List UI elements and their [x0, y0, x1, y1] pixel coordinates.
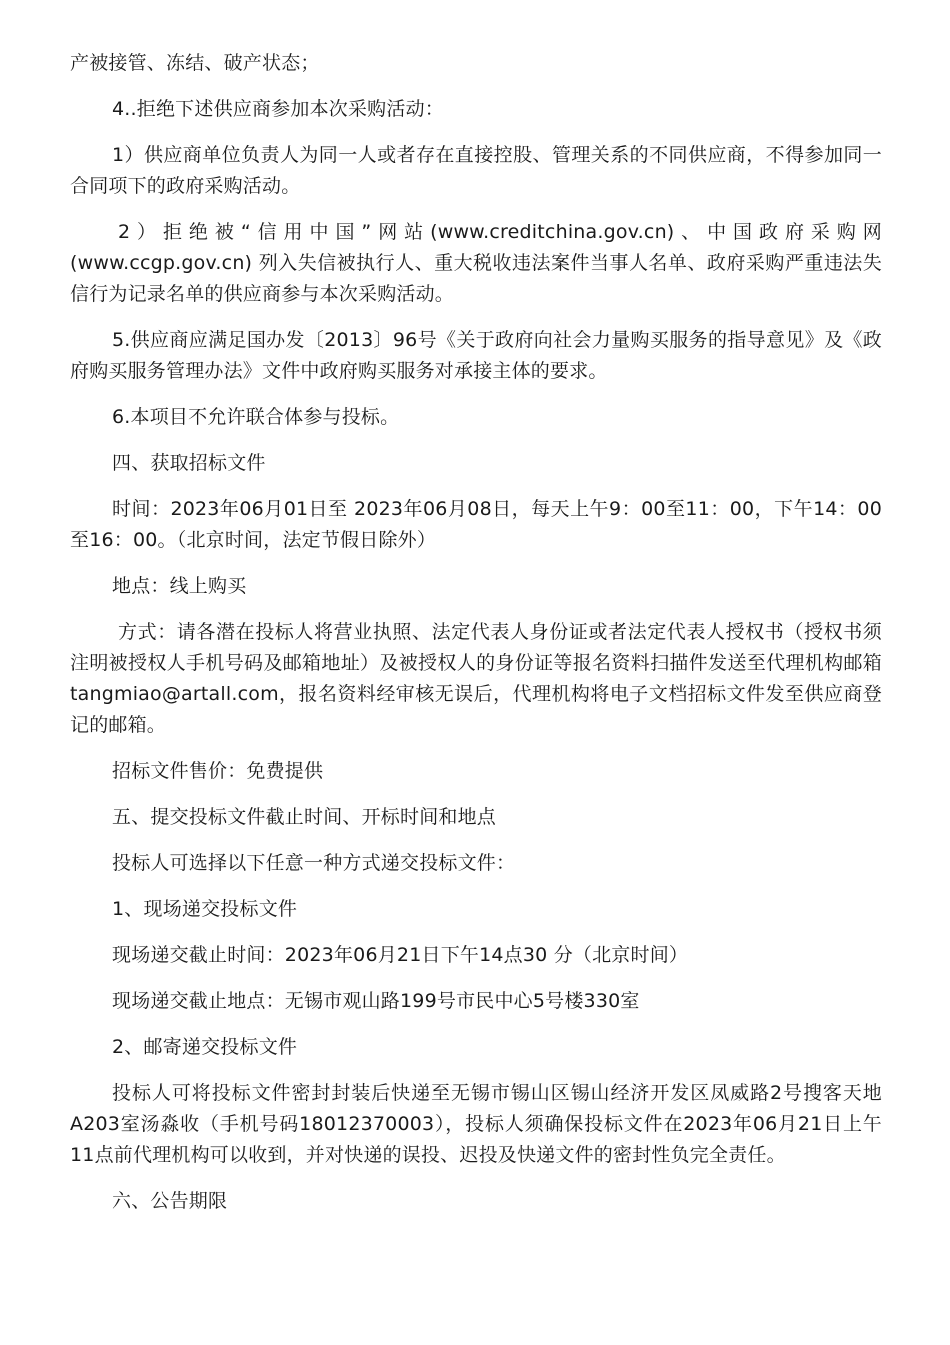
document-page: [70, 48, 902, 1232]
paragraph-item-4-1: 1）供应商单位负责人为同一人或者存在直接控股、管理关系的不同供应商，不得参加同一合同项下的政府采购活动。: [70, 144, 882, 197]
paragraph-onsite-heading: 1、现场递交投标文件: [112, 898, 298, 920]
paragraph-item-4-2: 2）拒绝被“信用中国”网站(www.creditchina.gov.cn)、中国政府采购网(www.ccgp.gov.cn) 列入失信被执行人、重大税收违法案件当事人名单、政府采购严重违法失信行为记录名单的供应商参与本次采购活动。: [70, 221, 882, 305]
paragraph-item-6: 6.本项目不允许联合体参与投标。: [112, 406, 400, 428]
paragraph-onsite-location: 现场递交截止地点：无锡市观山路199号市民中心5号楼330室: [112, 990, 640, 1012]
section-heading-5: 五、提交投标文件截止时间、开标时间和地点: [112, 806, 497, 828]
paragraph-item-5: 5.供应商应满足国办发〔2013〕96号《关于政府向社会力量购买服务的指导意见》及《政府购买服务管理办法》文件中政府购买服务对承接主体的要求。: [70, 329, 882, 382]
paragraph-item-4: 4..拒绝下述供应商参加本次采购活动：: [112, 98, 444, 120]
paragraph-price: 招标文件售价：免费提供: [112, 760, 324, 782]
section-heading-4: 四、获取招标文件: [112, 452, 266, 474]
paragraph-onsite-deadline: 现场递交截止时间：2023年06月21日下午14点30 分（北京时间）: [112, 944, 689, 966]
paragraph-method: 方式：请各潜在投标人将营业执照、法定代表人身份证或者法定代表人授权书（授权书须注明被授权人手机号码及邮箱地址）及被授权人的身份证等报名资料扫描件发送至代理机构邮箱tangmiao@artall.com，报名资料经审核无误后，代理机构将电子文档招标文件发至供应商登记的邮箱。: [70, 621, 882, 736]
paragraph-mail-details: 投标人可将投标文件密封封装后快递至无锡市锡山区锡山经济开发区凤威路2号搜客天地A203室汤淼收（手机号码18012370003），投标人须确保投标文件在2023年06月21日上午11点前代理机构可以收到，并对快递的误投、迟投及快递文件的密封性负完全责任。: [70, 1082, 882, 1166]
paragraph-submission-options: 投标人可选择以下任意一种方式递交投标文件：: [112, 852, 516, 874]
paragraph-time: 时间：2023年06月01日至 2023年06月08日，每天上午9：00至11：00，下午14：00 至16：00。（北京时间，法定节假日除外）: [70, 498, 902, 551]
paragraph-mail-heading: 2、邮寄递交投标文件: [112, 1036, 298, 1058]
paragraph-continuation: 产被接管、冻结、破产状态；: [70, 52, 320, 74]
section-heading-6: 六、公告期限: [112, 1190, 228, 1212]
paragraph-location: 地点：线上购买: [112, 575, 247, 597]
